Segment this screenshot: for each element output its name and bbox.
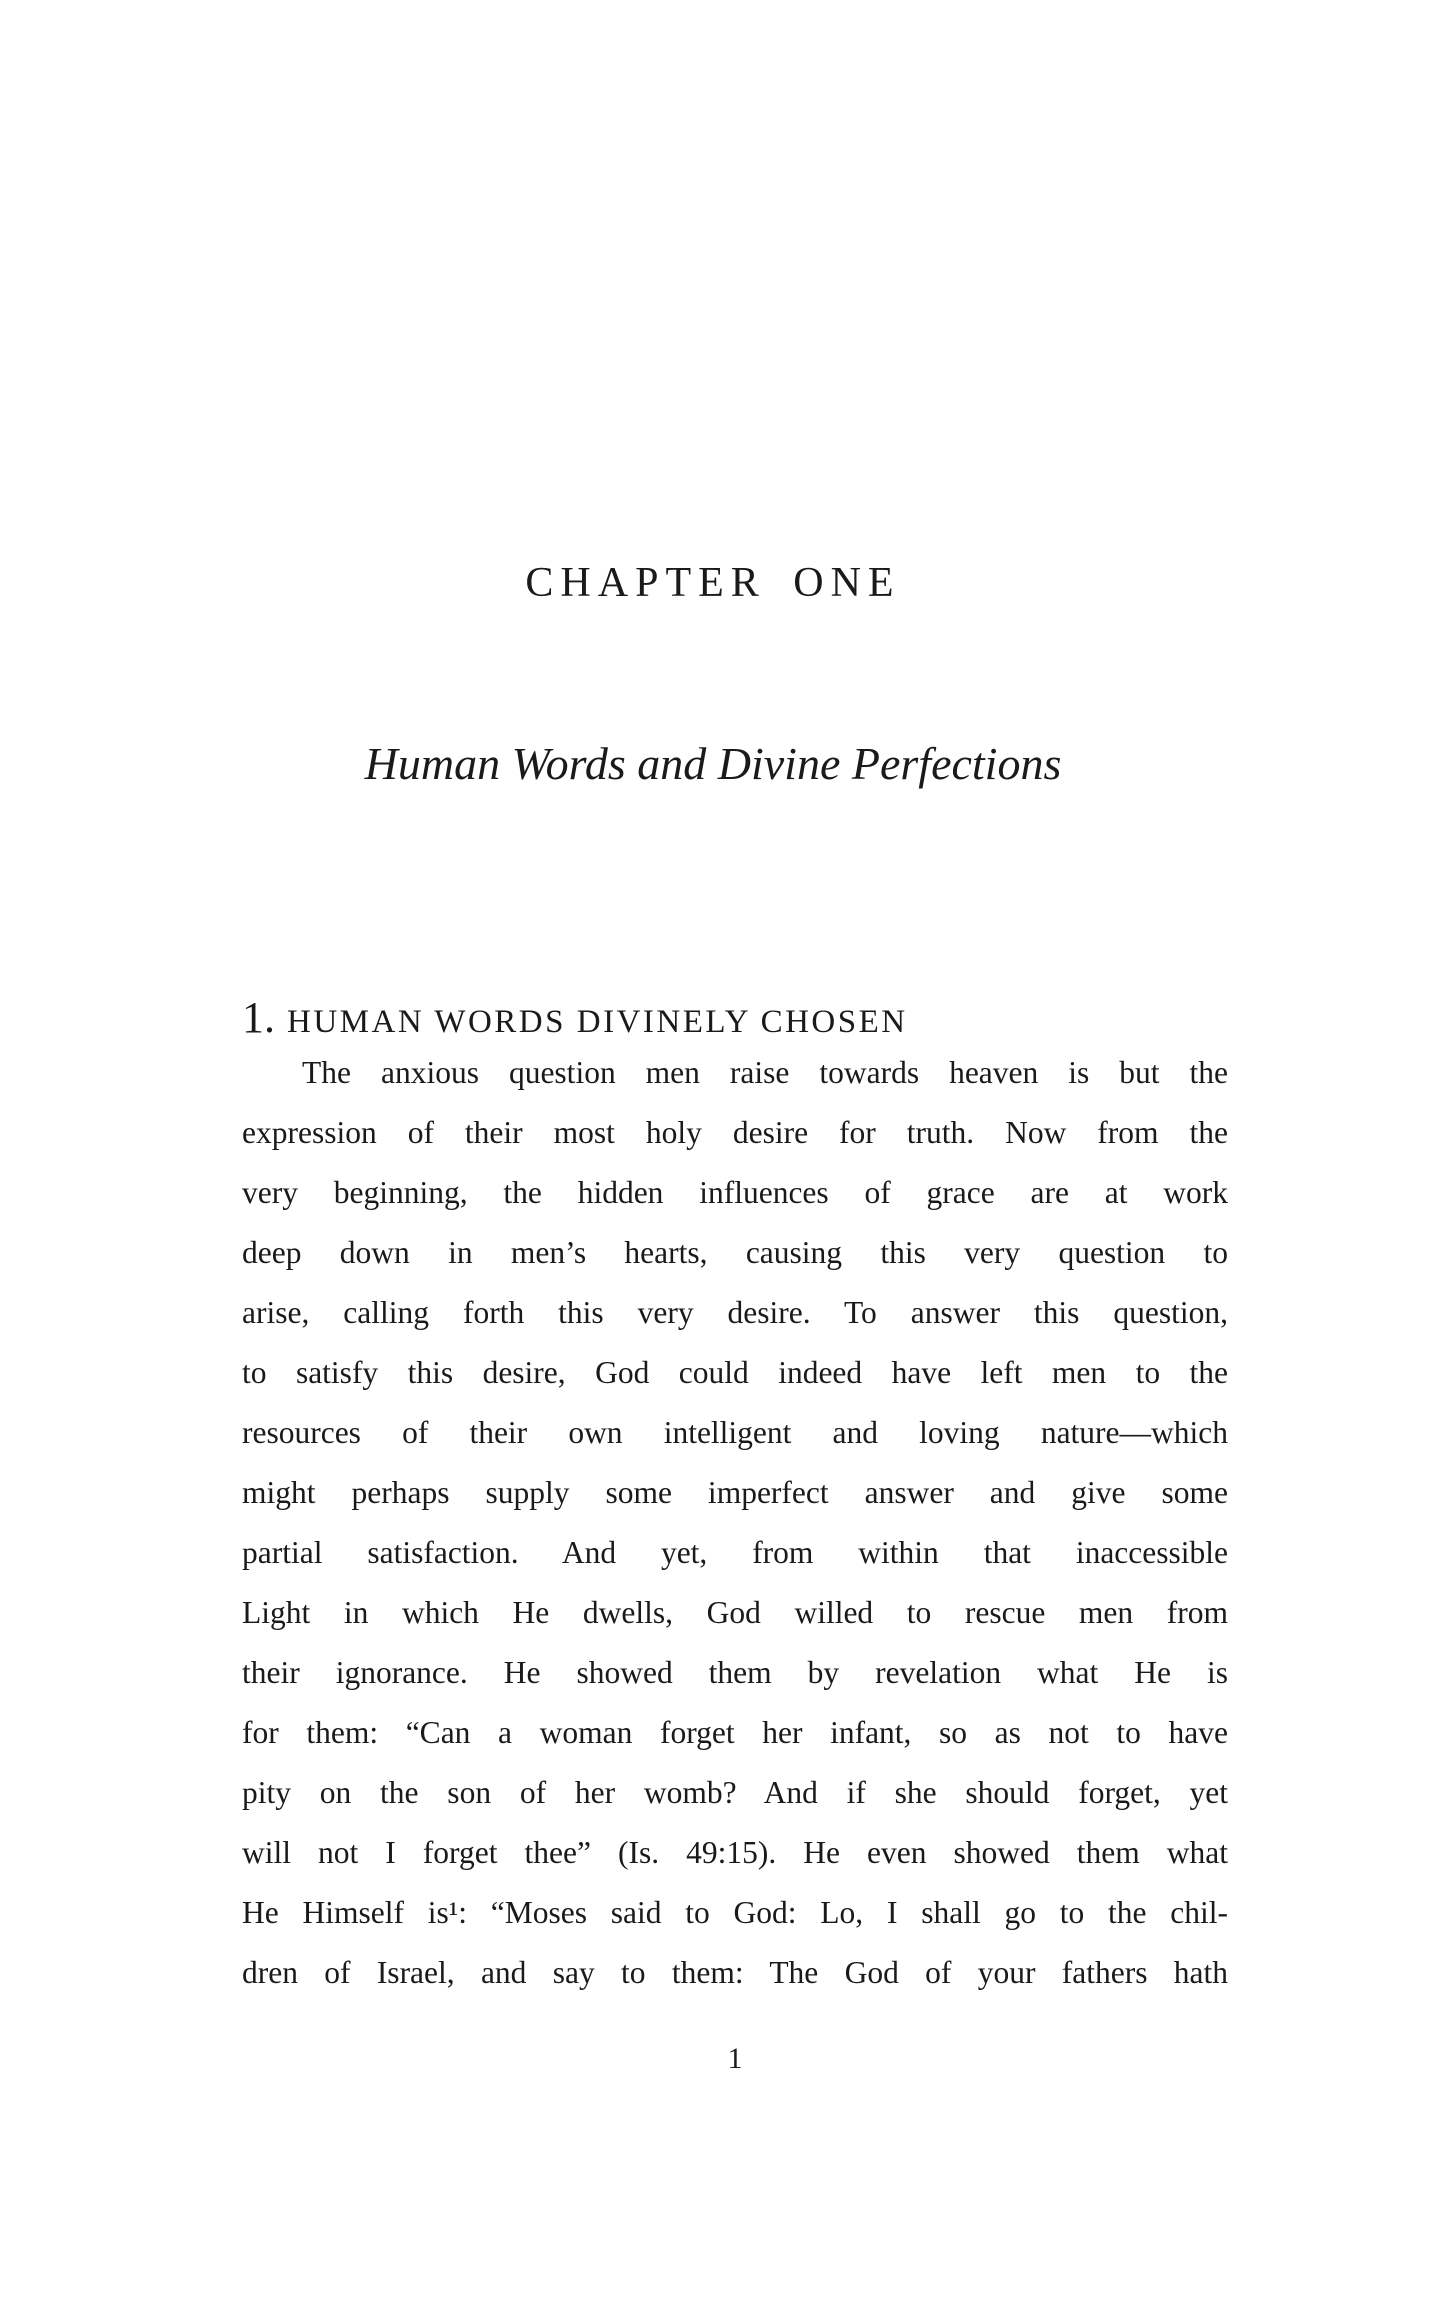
body-text-line: arise, calling forth this very desire. To answer this question,	[242, 1295, 1228, 1330]
body-text-line: He Himself is¹: “Moses said to God: Lo, I shall go to the chil-	[242, 1895, 1228, 1930]
body-text-line: will not I forget thee” (Is. 49:15). He even showed them what	[242, 1835, 1228, 1870]
body-text-line: dren of Israel, and say to them: The God of your fathers hath	[242, 1955, 1228, 1990]
body-text-line: might perhaps supply some imperfect answer and give some	[242, 1475, 1228, 1510]
section-title: HUMAN WORDS DIVINELY CHOSEN	[287, 1004, 908, 1040]
body-text-line: The anxious question men raise towards heaven is but the	[302, 1055, 1228, 1090]
section-heading	[242, 993, 908, 1042]
body-text-line: to satisfy this desire, God could indeed have left men to the	[242, 1355, 1228, 1390]
chapter-title: Human Words and Divine Perfections	[364, 738, 1062, 789]
body-text-line: Light in which He dwells, God willed to rescue men from	[242, 1595, 1228, 1630]
body-text-line: very beginning, the hidden influences of grace are at work	[242, 1175, 1228, 1210]
paragraph	[242, 1043, 1228, 2003]
body-text-line: their ignorance. He showed them by revelation what He is	[242, 1655, 1228, 1690]
body-text-line: for them: “Can a woman forget her infant, so as not to have	[242, 1715, 1228, 1750]
chapter-heading: CHAPTER ONE	[525, 560, 901, 606]
body-text-line: pity on the son of her womb? And if she should forget, yet	[242, 1775, 1228, 1810]
body-text-line: partial satisfaction. And yet, from within that inaccessible	[242, 1535, 1228, 1570]
body-text-line: deep down in men’s hearts, causing this very question to	[242, 1235, 1228, 1270]
section-number: 1.	[242, 993, 275, 1042]
page-number: 1	[727, 2042, 743, 2075]
body-text-line: resources of their own intelligent and loving nature—which	[242, 1415, 1228, 1450]
body-text-line: expression of their most holy desire for truth. Now from the	[242, 1115, 1228, 1150]
